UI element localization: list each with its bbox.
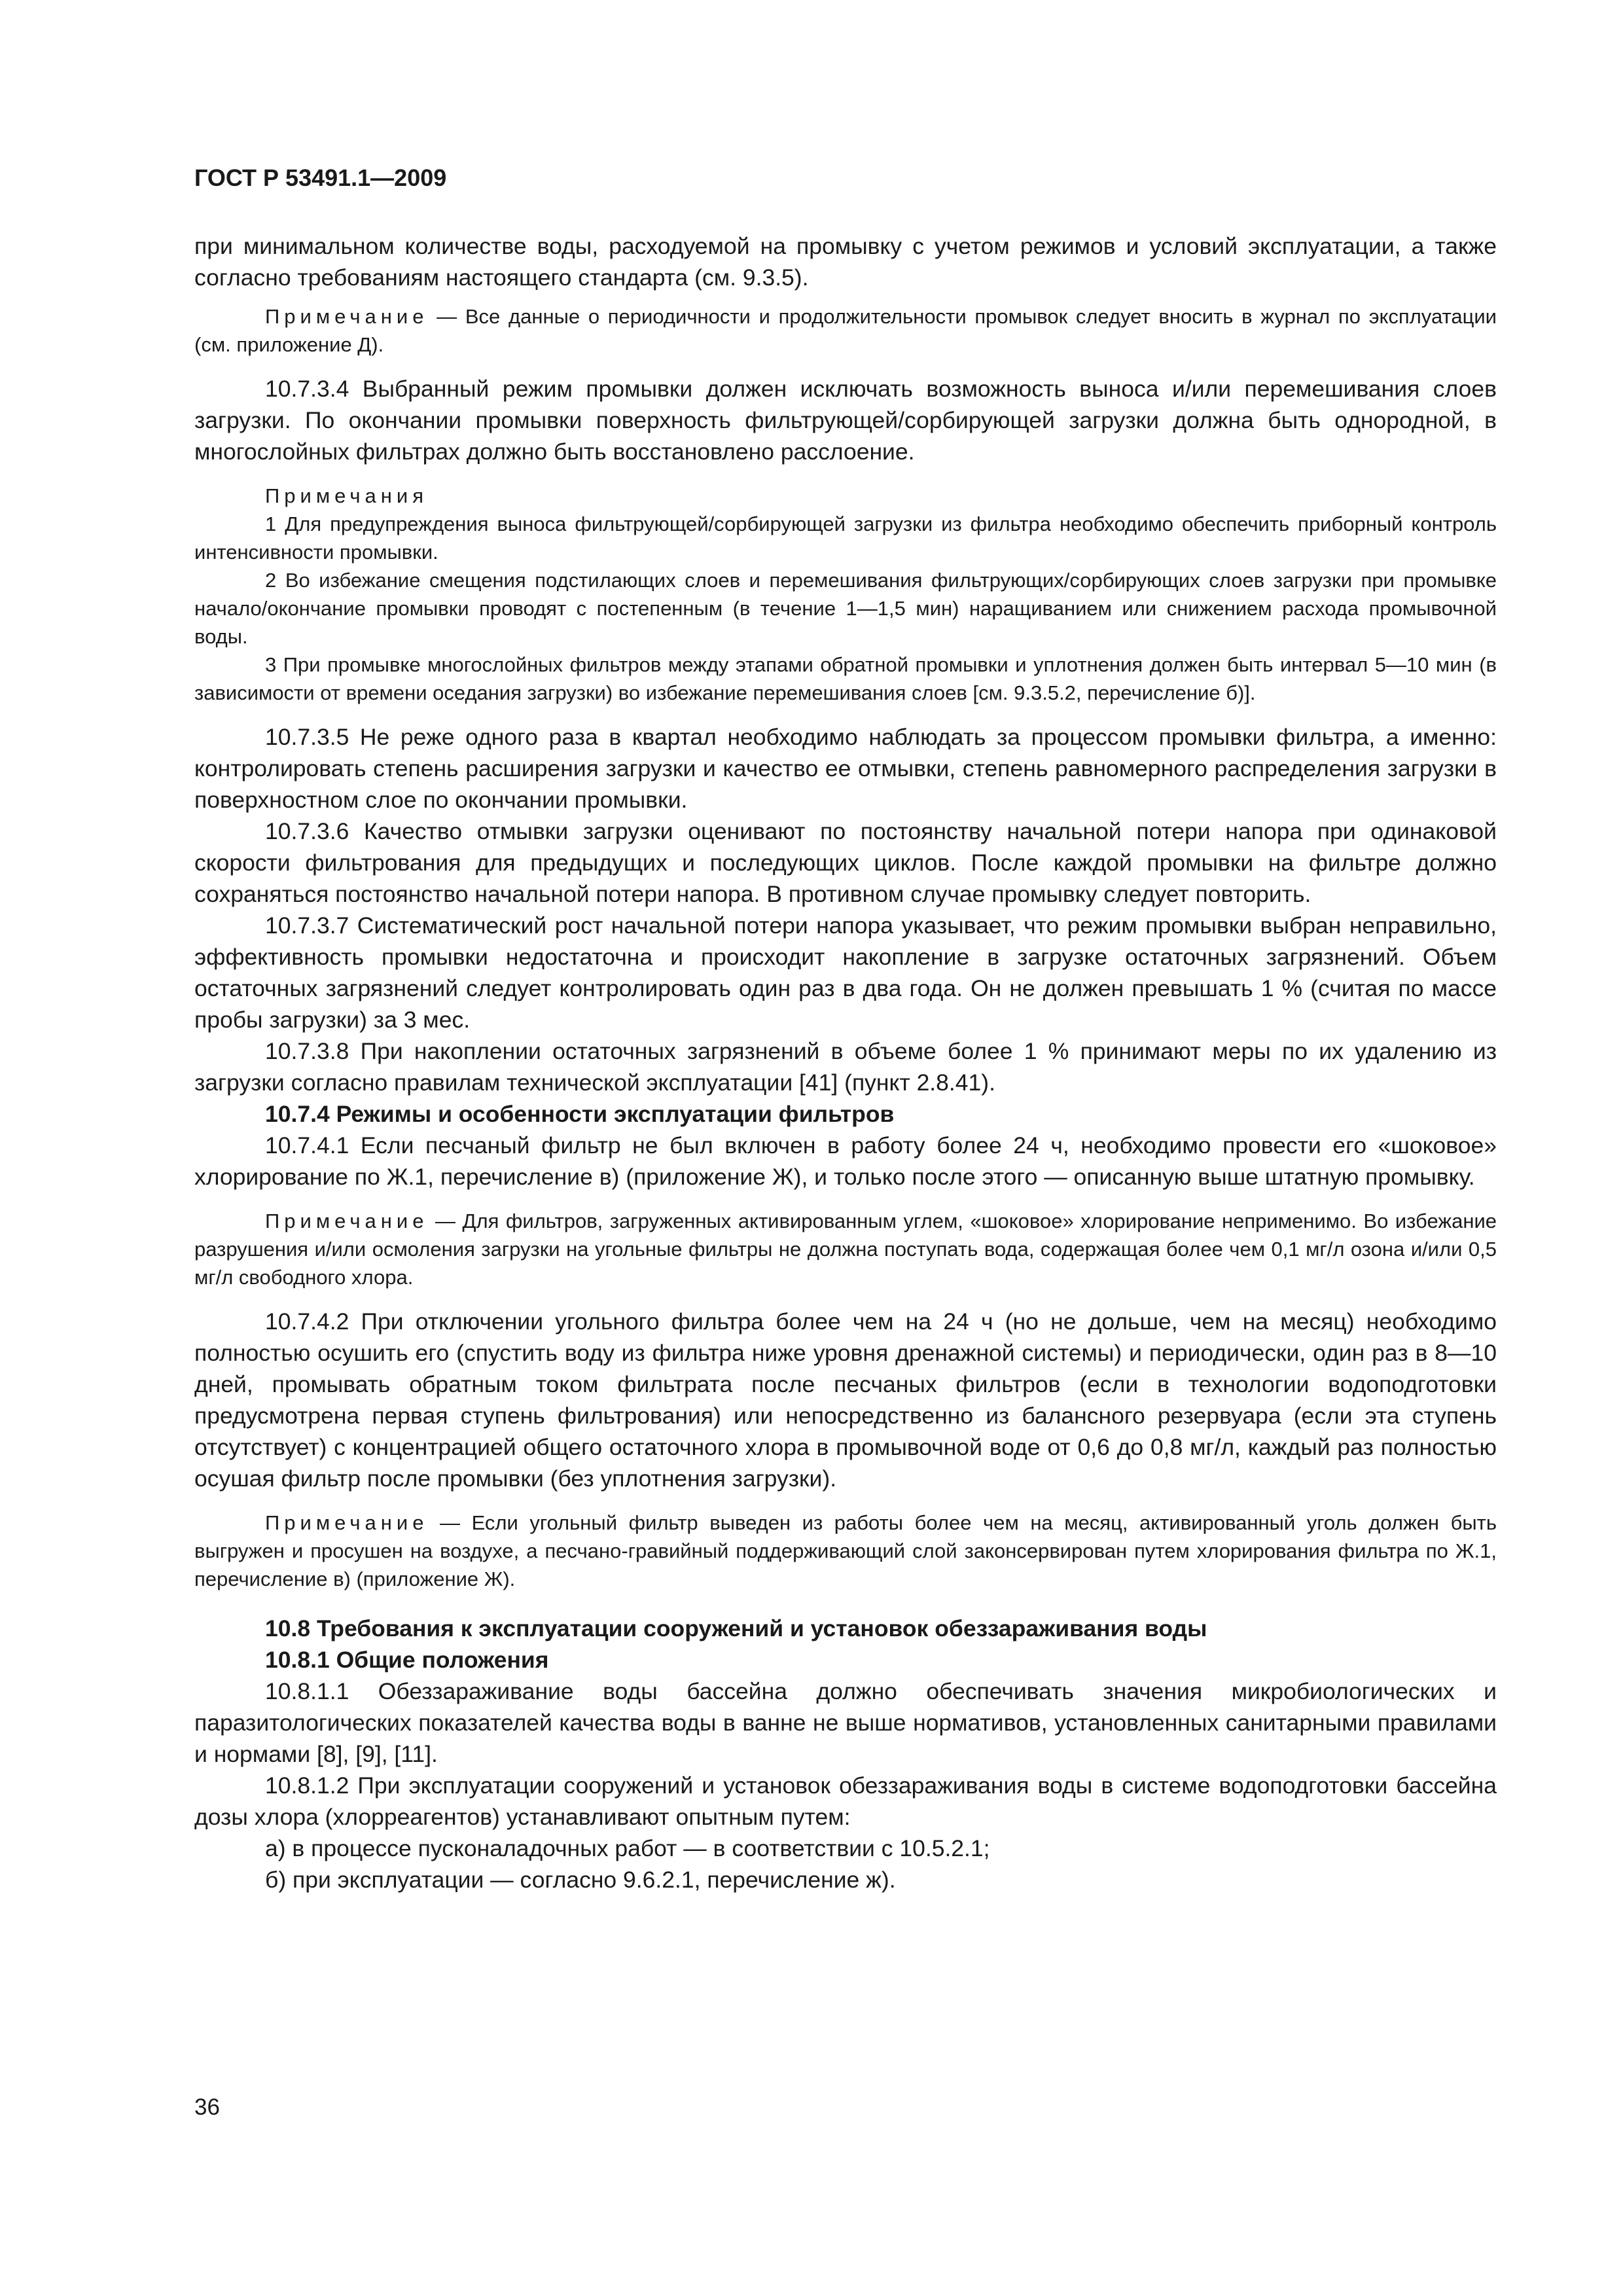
- clause-10-7-3-6: 10.7.3.6 Качество отмывки загрузки оценивают по постоянству начальной потери напора при одинаковой скорости фильтрования для предыдущих и последующих циклов. После каждой промывки на фильтре должно сохраняться постоянство начальной потери напора. В противном случае промывку следует повторить.: [194, 818, 1497, 907]
- section-heading-10-7-4: 10.7.4 Режимы и особенности эксплуатации фильтров: [265, 1101, 895, 1127]
- note-1-text: — Все данные о периодичности и продолжительности промывок следует вносить в журнал по эксплуатации (см. приложение Д).: [194, 305, 1497, 356]
- page-number: 36: [194, 2094, 220, 2120]
- note-2-label: Примечание: [265, 1210, 429, 1232]
- clause-10-7-3-8: 10.7.3.8 При накоплении остаточных загрязнений в объеме более 1 % принимают меры по их удалению из загрузки согласно правилам технической эксплуатации [41] (пункт 2.8.41).: [194, 1038, 1497, 1096]
- paragraph-continuation: при минимальном количестве воды, расходуемой на промывку с учетом режимов и условий эксплуатации, а также согласно требованиям настоящего стандарта (см. 9.3.5).: [194, 233, 1497, 291]
- list-item-b: б) при эксплуатации — согласно 9.6.2.1, перечисление ж).: [265, 1867, 896, 1893]
- clause-10-7-3-4: 10.7.3.4 Выбранный режим промывки должен исключать возможность выноса и/или перемешивания слоев загрузки. По окончании промывки поверхность фильтрующей/сорбирующей загрузки должна быть однородной, в многослойных фильтрах должно быть восстановлено расслоение.: [194, 376, 1497, 465]
- clause-10-7-4-2: 10.7.4.2 При отключении угольного фильтра более чем на 24 ч (но не дольше, чем на месяц) необходимо полностью осушить его (спустить воду из фильтра ниже уровня дренажной системы) и периодически, один раз в 8—10 дней, промывать обратным током фильтрата после песчаных фильтров (если в технологии водоподготовки предусмотрена первая ступень фильтрования) или непосредственно из балансного резервуара (если эта ступень отсутствует) с концентрацией общего остаточного хлора в промывочной воде от 0,6 до 0,8 мг/л, каждый раз полностью осушая фильтр после промывки (без уплотнения загрузки).: [194, 1308, 1497, 1492]
- note-item-2: 2 Во избежание смещения подстилающих слоев и перемешивания фильтрующих/сорбирующих слоев загрузки при промывке начало/окончание промывки проводят с постепенным (в течение 1—1,5 мин) наращиванием или снижением расхода промывочной воды.: [194, 569, 1497, 648]
- note-3-text: — Если угольный фильтр выведен из работы более чем на месяц, активированный уголь должен быть выгружен и просушен на воздухе, а песчано-гравийный поддерживающий слой законсервирован путем хлорирования фильтра по Ж.1, перечисление в) (приложение Ж).: [194, 1511, 1497, 1590]
- note-2-text: — Для фильтров, загруженных активированным углем, «шоковое» хлорирование неприменимо. Во избежание разрушения и/или осмоления загрузки на угольные фильтры не должна поступать вода, содержащая более чем 0,1 мг/л озона и/или 0,5 мг/л свободного хлора.: [194, 1210, 1497, 1289]
- clause-10-8-1-2: 10.8.1.2 При эксплуатации сооружений и установок обеззараживания воды в системе водоподготовки бассейна дозы хлора (хлорреагентов) устанавливают опытным путем:: [194, 1772, 1497, 1830]
- document-page: [194, 164, 1497, 1895]
- notes-heading: Примечания: [265, 484, 428, 507]
- section-heading-10-8-1: 10.8.1 Общие положения: [265, 1647, 549, 1673]
- note-2: [194, 1207, 1497, 1291]
- note-3-label: Примечание: [265, 1511, 429, 1534]
- clause-10-7-4-1: 10.7.4.1 Если песчаный фильтр не был включен в работу более 24 ч, необходимо провести его «шоковое» хлорирование по Ж.1, перечисление в) (приложение Ж), и только после этого — описанную выше штатную промывку.: [194, 1132, 1497, 1190]
- note-item-3: 3 При промывке многослойных фильтров между этапами обратной промывки и уплотнения должен быть интервал 5—10 мин (в зависимости от времени оседания загрузки) во избежание перемешивания слоев [см. 9.3.5.2, перечисление б)].: [194, 653, 1497, 704]
- clause-10-7-3-5: 10.7.3.5 Не реже одного раза в квартал необходимо наблюдать за процессом промывки фильтра, а именно: контролировать степень расширения загрузки и качество ее отмывки, степень равномерного распределения загрузки в поверхностном слое по окончании промывки.: [194, 724, 1497, 813]
- section-heading-10-8: 10.8 Требования к эксплуатации сооружений и установок обеззараживания воды: [265, 1615, 1207, 1641]
- list-item-a: а) в процессе пусконаладочных работ — в соответствии с 10.5.2.1;: [265, 1835, 990, 1861]
- note-3: [194, 1509, 1497, 1593]
- note-item-1: 1 Для предупреждения выноса фильтрующей/сорбирующей загрузки из фильтра необходимо обеспечить приборный контроль интенсивности промывки.: [194, 512, 1497, 564]
- standard-code-header: ГОСТ Р 53491.1—2009: [194, 164, 447, 191]
- clause-10-8-1-1: 10.8.1.1 Обеззараживание воды бассейна должно обеспечивать значения микробиологических и паразитологических показателей качества воды в ванне не выше нормативов, установленных санитарными правилами и нормами [8], [9], [11].: [194, 1678, 1497, 1767]
- note-1: [194, 302, 1497, 359]
- note-1-label: Примечание: [265, 305, 429, 328]
- clause-10-7-3-7: 10.7.3.7 Систематический рост начальной потери напора указывает, что режим промывки выбран неправильно, эффективность промывки недостаточна и происходит накопление в загрузке остаточных загрязнений. Объем остаточных загрязнений следует контролировать один раз в два года. Он не должен превышать 1 % (считая по массе пробы загрузки) за 3 мес.: [194, 912, 1497, 1033]
